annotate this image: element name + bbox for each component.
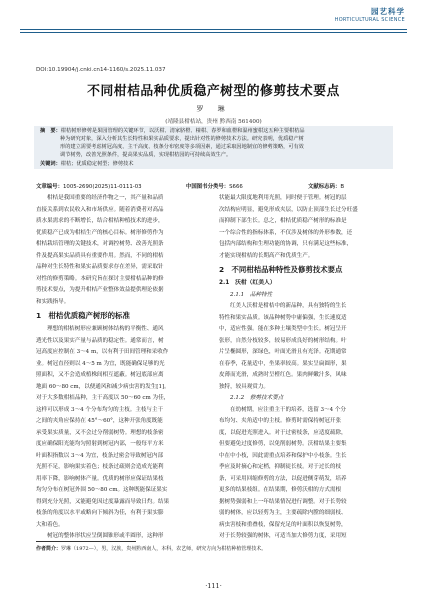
text-line: 包括内部结构和生理功能的协调，只有满足这些标准， (219, 241, 353, 247)
clc-label: 中国图书分类号： (186, 184, 230, 190)
journal-header (335, 6, 405, 23)
subsubsection-heading: 2.1.1 品种特性 (230, 291, 273, 298)
keywords-text: 柑桔；优质稳定树型；修剪技术 (60, 161, 134, 167)
subsubsection-heading: 2.1.2 修剪技术要点 (230, 395, 284, 401)
text-line: 而抑制下部生长。总之，柑桔优质稳产树形的标准是 (219, 218, 347, 224)
text-line: 季应及时摘心和定梢，抑制徒长枝。对于过长的枝 (219, 464, 342, 470)
paragraph-start: 红美人沃柑是柑桔中的新品种，具有独特的生长 (230, 303, 347, 309)
text-line: 据树势强弱和上一年结果情况进行调整。对于长势较 (219, 498, 347, 505)
text-line: 弱的树体，应以轻剪为主，主要疏除内膛的细弱枝、 (219, 510, 347, 516)
footnote-label: 作者简介： (36, 546, 62, 552)
document-code-label: 文献标志码： (308, 184, 341, 190)
text-line: 度，以促进光照进入。对于过密枝条，应适度疏除， (219, 429, 347, 436)
text-line: 叶面积指数以 3～4 为宜，枝条过密会导致树冠内部 (36, 452, 164, 459)
paragraph-start: 在幼树期，应注重主干的培养，选留 3～4 个分 (230, 406, 346, 413)
document-code (308, 182, 344, 190)
text-line: 次结构应明显，避免形成夹层，以防止顶部生长过分旺盛 (219, 206, 358, 213)
section-heading: 1 柑桔优质稳产树形的标准 (36, 311, 130, 320)
journal-name-en: HORTICULTURAL SCIENCE (334, 17, 405, 23)
abstract-label: 摘 要： (40, 128, 61, 134)
journal-name-cn: 园艺科学 (371, 7, 405, 16)
author-name: 罗 琳 (196, 105, 231, 113)
keywords-label: 关键词： (40, 161, 61, 167)
clc-value: S666 (229, 184, 243, 190)
text-line: 承受果实质量，又不会过分削弱树势。理想的枝条密 (36, 429, 164, 436)
text-line: 品种对生长特性和果实品质要求存在差异，需采取针 (36, 264, 164, 270)
subsection-heading: 2.1 沃柑（红美人） (219, 280, 276, 286)
text-line: 皮薄而光滑，成熟时呈橙红色。果肉鲜嫩汁多，风味 (219, 372, 347, 378)
text-line: 业。树冠直径则以 4～5 m 为宜，既能确保足够的光 (36, 360, 165, 367)
article-number (36, 182, 142, 190)
left-column (36, 193, 207, 543)
text-line: 冠高度应控制在 3～4 m，以有利于田间管理和采收作 (36, 349, 169, 355)
text-line: 但要避免过度修剪，以免削弱树势。沃柑结果主要集 (219, 441, 347, 447)
text-line: 一个综合性的指标体系，不仅涉及树体的外形参数，还 (219, 229, 353, 236)
text-line: 才能实现柑桔的长期高产和优质生产。 (219, 252, 314, 259)
text-line: 件及提高果实品质具有重要作用。然而，不同的柑桔 (36, 252, 164, 259)
doi[interactable]: DOI:10.19904/j.cnki.cn14-1160/s.2025.11.037 (36, 67, 166, 73)
abstract-line (40, 128, 305, 135)
article-number-label: 文章编号： (36, 184, 63, 190)
text-line: 病虫害枝和重叠枝，保留充足的叶面积以恢复树势， (219, 521, 347, 528)
text-line: 大和着色。 (36, 521, 64, 528)
text-line: 得到充分光照，又能避免因过度暴露而导致日灼。结果 (36, 498, 170, 505)
text-line: 片呈椭圆形，深绿色，叶面光滑且有光泽。花期通常 (219, 349, 347, 355)
article-number-value: 1005-2690(2025)11-0111-03 (62, 184, 142, 190)
text-line: 透光性以及果实产量与品质的稳定性。通常而言，树 (36, 337, 164, 344)
text-line: 均匀分布在树冠外围 50～80 cm。这种既能保证果实 (36, 487, 168, 493)
abstract-line: 形的建立需要考虑树冠高度、主干高度、枝条分布密度等多项因素，通过采取因地制宜的修剪策略，可有效 (60, 144, 304, 150)
text-line: 光照不足，影响果实着色；枝条过疏则会造成光能利 (36, 464, 164, 470)
text-line: 状能最大限度地利用光照，同时便于管理。树冠的层 (219, 195, 347, 201)
footnote-rule (36, 541, 136, 542)
text-line: 张形，自然分枝较多，较易形成良好的树形结构。叶 (219, 337, 347, 344)
document-code-value: B (340, 184, 345, 190)
text-line: 柑桔栽培管理的关键技术，对调控树势、改善光照条 (36, 241, 164, 247)
text-line: 特性和果实品质。该品种树势中庸偏强，生长速度适 (219, 314, 347, 321)
paragraph-start: 理想的柑桔树形应兼顾树体结构的平衡性、通风 (47, 326, 164, 332)
page-number: ·111· (205, 582, 222, 590)
footnote-text: 罗琳（1972—），男，汉族，贵州黔西南人，本科，农艺师，研究方向为柑桔种植管理技术。 (61, 546, 267, 552)
abstract-text: 柑桔树形修剪是果园管理的关键环节，以沃柑、清家脐橙、椪柑、春罗和血橙和温州蜜柑这五种主要柑桔品 (60, 128, 305, 134)
header-rule (20, 29, 407, 30)
text-line: 更多的结果枝组。在结果期，修剪沃柑的方式需根 (219, 487, 342, 493)
text-line: 枝条的角度以水平或略向下倾斜为佳，有利于果实膨 (36, 510, 164, 516)
text-line: 质水果需求的不断增长，结合柑桔种植技术的进步， (36, 218, 164, 224)
abstract-line: 调节树势，改善光照条件，提高果实品质，实现柑桔园的可持续高效生产。 (60, 152, 232, 158)
text-line: 中在中小枝，因此需重点培养和保护中小枝条。生长 (219, 452, 347, 459)
text-line: 照面积，又不会造成植株间相互遮蔽。树冠底部应离 (36, 372, 164, 378)
paragraph-start: 柑桔是我国重要的经济作物之一，其产量和品质 (47, 195, 164, 201)
section-heading: 2 不同柑桔品种特性及修剪技术要点 (219, 265, 343, 274)
text-line: 剪技术要点，为提升柑桔产业整体效益提供理论依据 (36, 287, 164, 293)
right-column (219, 193, 390, 543)
text-line: 地面 60～80 cm，以便通风和减少病虫害的发生[1]。 (36, 383, 170, 390)
text-line: 这样可以形成 3～4 个分布均匀的主枝。主枝与主干 (36, 406, 164, 413)
keywords (40, 161, 133, 168)
text-line: 独特，较具观赏力。 (219, 383, 269, 390)
text-line: 之间的夹角应保持在 45°～60°，这种开张角度既能 (36, 418, 163, 424)
text-line: 在春季，花量适中，坐果率较高。果实呈扁圆形，果 (219, 360, 347, 367)
text-line: 和实践指导。 (36, 298, 70, 305)
text-line: 条，可采用回缩修剪的方法，以促进侧芽萌发，培养 (219, 475, 347, 482)
author-affiliation: (靖隆县柑桔站，贵州 黔西南 561400) (165, 119, 262, 125)
author-footnote (36, 545, 266, 552)
clc-number (186, 182, 243, 190)
text-line: 直接关系到农民收入和市场供应。随着消费者对高品 (36, 206, 164, 213)
text-line: 对于大多数柑桔品种，主干高度以 50～60 cm 为佳， (36, 395, 170, 401)
text-line: 布均匀、夹角适中的主枝。修剪时需保持树冠开张 (219, 418, 342, 424)
text-line: 对性的修剪策略。本研究旨在探讨主要柑桔品种的修 (36, 275, 164, 282)
abstract-line: 种为研究对象，深入分析其生长特性和果实品质要求，提出针对性的修剪技术方法。研究表明，优质稳产树 (60, 136, 304, 142)
paragraph-start: 树冠的整体形状应呈倒圆锥形或半圆形，这种形 (47, 533, 164, 539)
article-title: 不同柑桔品种优质稳产树型的修剪技术要点 (87, 84, 340, 99)
header-rule-thin (20, 32, 407, 33)
text-line: 中，适应性强。能在多种土壤类型中生长。树冠呈开 (219, 326, 347, 332)
text-line: 优质稳产已成为柑桔生产的核心目标。树形修剪作为 (36, 229, 164, 236)
text-line: 对于长势较强的树体，可适当加大修剪力度，采用短 (219, 533, 347, 539)
text-line: 度应确保阳光能均匀照射到树冠内部，一般每平方米 (36, 441, 164, 447)
text-line: 用率下降，影响树体产量。优质的树形应保证结果枝 (36, 475, 164, 482)
